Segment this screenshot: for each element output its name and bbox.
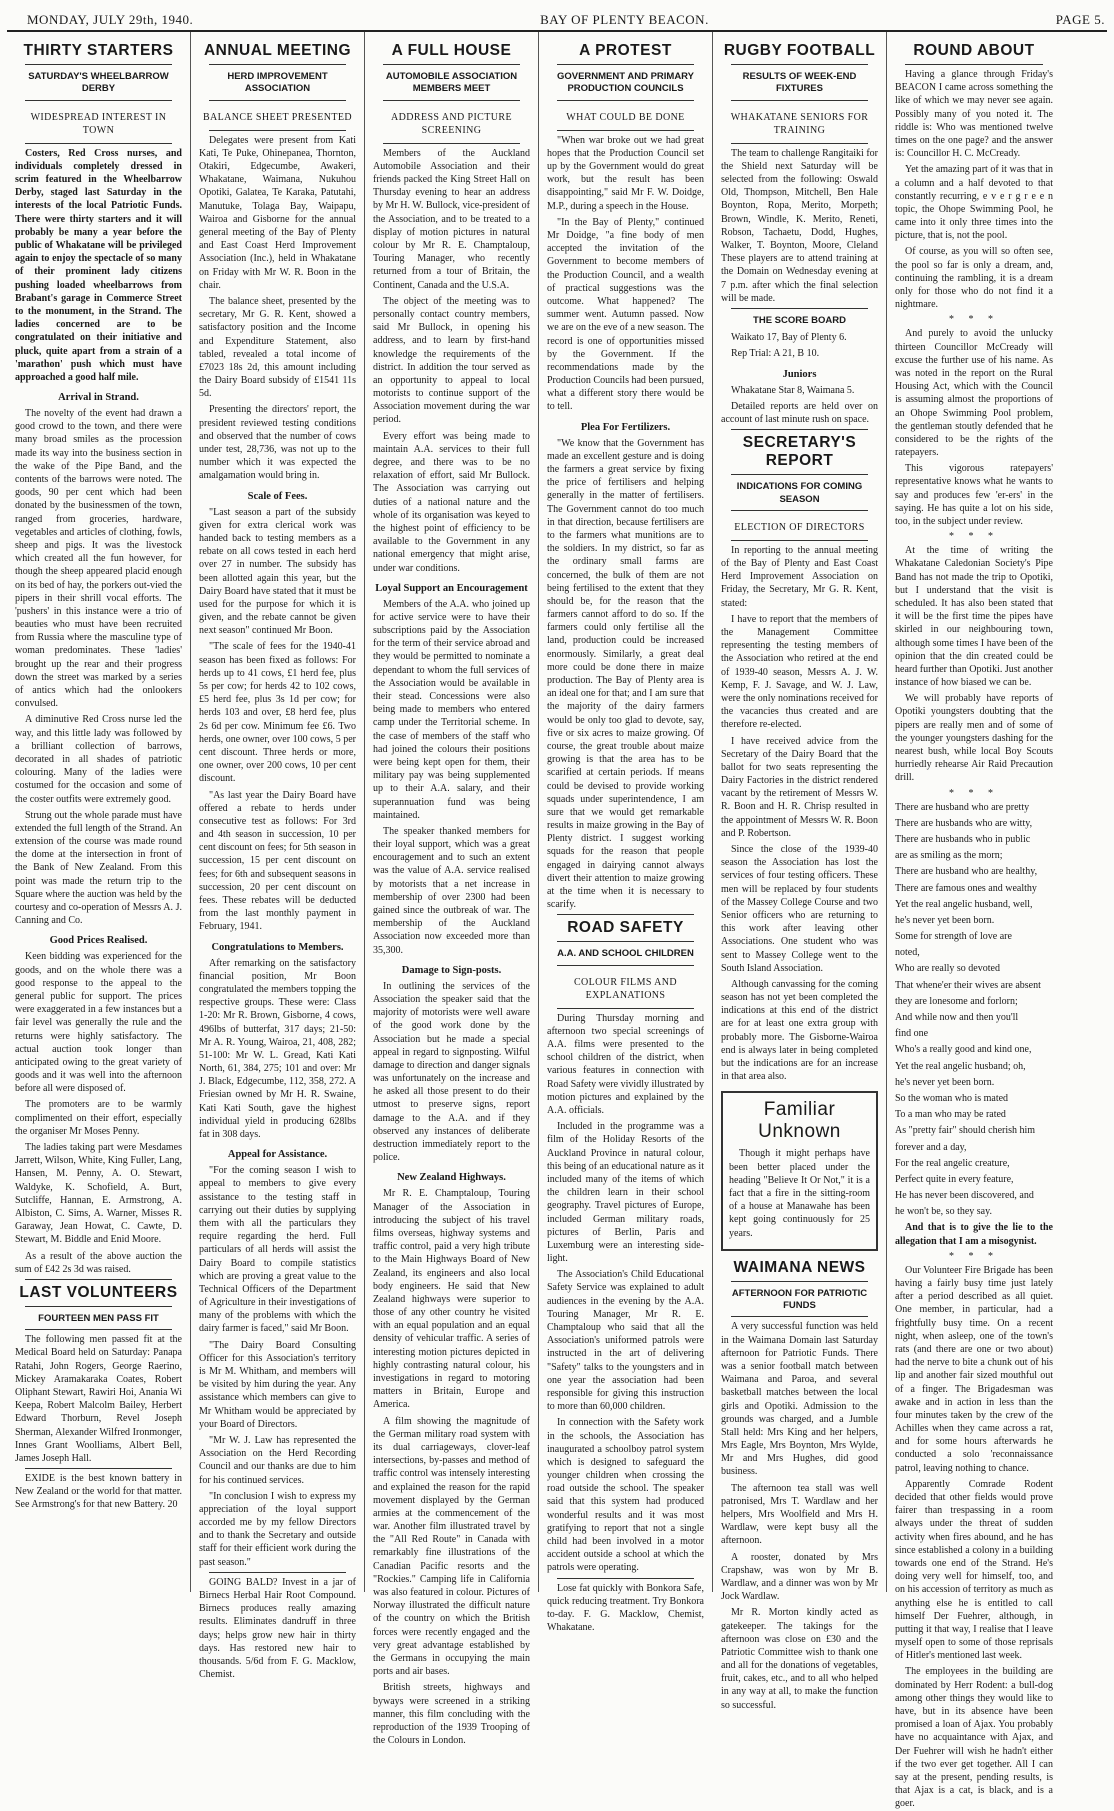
familiar-unknown-box <box>721 1091 878 1250</box>
paragraph: Delegates were present from Kati Kati, Te Puke, Ohinepanea, Thornton, Otakiri, Edgecumbe, Awakeri, Whakatane, Waimana, Nukuhou Opotiki, Galatea, Te Karaka, Patutahi, Manutuke, Tolaga Bay, Waipapu, Wairoa and Gisborne for the annual general meeting of the Bay of Plenty and East Coast Herd Improvement Association (Inc.), held in Whakatane on Friday with Mr W. R. Boon in the chair. <box>199 134 356 291</box>
paragraph: Every effort was being made to maintain A.A. services to their full degree, and there was to be no relaxation of effort, said Mr Bullock. The Association was carrying out duties of a national nature and the whole of its organisation was keyed to the highest point of efficiency to be available to the Government in any national emergency that might arise, under war conditions. <box>373 430 530 574</box>
issue-date: MONDAY, JULY 29th, 1940. <box>27 12 194 27</box>
subheadline: FOURTEEN MEN PASS FIT <box>38 1312 159 1324</box>
section-heading: THE SCORE BOARD <box>753 314 846 326</box>
paragraph: Mr R. Morton kindly acted as gatekeeper. The takings for the afternoon was close on £30 and the Patriotic Committee wish to thank one and all for the donations of vegetables, fruit, cakes, etc., and to all who helped in any way at all, to make the function so successful. <box>721 1607 878 1711</box>
advertisement: Lose fat quickly with Bonkora Safe, quick reducing treatment. Try Bonkora to-day. F. G. Macklow, Chemist, Whakatane. <box>547 1582 704 1634</box>
section-heading: Good Prices Realised. <box>49 935 148 947</box>
poem-line: he won't be, so they say. <box>895 1206 992 1218</box>
page-number: PAGE 5. <box>1055 12 1105 27</box>
paragraph: A film showing the magnitude of the German military road system with its dual carriageways, clover-leaf intersections, by-passes and method of traffic control was intensely interesting and explained the reason for the rapid movement displayed by the German armies at the commencement of the war. Another film illustrated travel by the "All Red Route" in Canada with remarkably fine illustrations of the Canadian Pacific resorts and the "Rockies." Camping life in California was also featured in colour. Pictures of Norway illustrated the difficult nature of the country on which the British forces were recently engaged and the very great advantage established by the Germans in occupying the main ports and air bases. <box>373 1415 530 1678</box>
paragraph: The balance sheet, presented by the secretary, Mr G. R. Kent, showed a satisfactory position and the Income and Expenditure Statement, also tabled, revealed a total income of £7023 18s 2d, this amount including the Dairy Board subsidy of £1541 11s 5d. <box>199 295 356 400</box>
column-4 <box>539 32 713 1634</box>
headline-road-safety: ROAD SAFETY <box>567 919 684 937</box>
paragraph: The speaker thanked members for their loyal support, which was a great encouragement and to such an extent was the value of A.A. service realised by motorists that a net increase in membership of over 2300 had been gained since the outbreak of war. The membership of the Auckland Association now exceeded more than 35,300. <box>373 825 530 956</box>
paragraph: Of course, as you will so often see, the pool so far is only a dream, and, continuing the rambling, it is a dream only for those who do not find it a nightmare. <box>895 246 1053 311</box>
paragraph: After remarking on the satisfactory financial position, Mr Boon congratulated the members topping the respective groups. These were: Class 1-20: Mr R. Brown, Gisborne, 4 cows, 496lbs of butterfat, 317 days; 21-50: Mr A. R. Young, Wairoa, 21, 408, 282; 51-100: Mr W. L. Gread, Kati Kati North, 61, 384, 275; 101 and over: Mr J. Black, Edgecumbe, 112, 358, 272. A Friesian owned by Mr H. R. Swaine, Kati Kati South, gave the highest individual yield in producing 628lbs fat in 308 days. <box>199 957 356 1140</box>
section-heading: Loyal Support an Encouragement <box>375 582 528 594</box>
paragraph: Strung out the whole parade must have extended the full length of the Strand. An extension of the course was made round the dome at the intersection in front of the Bank of New Zealand. From this point was made the return trip to the Square where the auction was held by the courtesy and co-operation of Messrs A. J. Canning and Co. <box>15 809 182 927</box>
paragraph: The following men passed fit at the Medical Board held on Saturday: Panapa Ratahi, John Rogers, George Raerino, Mickey Aramakaraka Coates, Robert Oliphant Stewart, Rawiri Hoi, Anania Wi Keepa, Robert Malcolm Bailey, Herbert Edward Thorburn, Revel Joseph Sherman, Alexander Wilfred Ironmonger, Innes Grant Woolliams, Albert Bell, James Joseph Hall. <box>15 1334 182 1464</box>
star-separator: * * * <box>949 314 999 326</box>
paragraph: British streets, highways and byways were screened in a striking manner, this film concluding with the reproduction of the 1939 Trooping of the Colours in London. <box>373 1682 530 1747</box>
paragraph: Included in the programme was a film of the Holiday Resorts of the Auckland Province in natural colour, this being of an educational nature as it included many of the items of which the children learn in their school geography. Travel pictures of Europe, included German military roads, pictures of Berlin, Paris and Luxemburg were an interesting side-light. <box>547 1121 704 1265</box>
headline-secretarys-report: SECRETARY'S REPORT <box>742 434 857 470</box>
paragraph: The team to challenge Rangitaiki for the Shield next Saturday will be selected from the following: Oswald Old, Thompson, Mitchell, Ben Hale Boynton, Ropa, Merito, Morpeth; Brown, Windle, K. Merito, Reneti, Robson, Tachaetu, Dodd, Hughes, Walker, T. Boynton, Moore, Cleland These players are to attend training at the Domain on Wednesday evening at 7 p.m. after which the final selection will be made. <box>721 147 878 304</box>
paragraph: This vigorous ratepayers' representative knows what he wants to say and produces few 'er-ers' in the saying. He has quite a lot on his side, too, in the subject under review. <box>895 463 1053 527</box>
subheadline: ADDRESS AND PICTURE SCREENING <box>391 111 512 136</box>
poem-line: There are famous ones and wealthy <box>895 882 1037 894</box>
paragraph: In outlining the services of the Association the speaker said that the majority of motorists were well aware of the good work done by the Association but he made a special appeal in regard to signposting. Wilful damage to direction and danger signals was unfortunately on the increase and he asked all those present to do their utmost to preserve signs, report damage to the A.A. and if they observed any instances of deliberate destruction immediately report to the police. <box>373 980 530 1164</box>
star-separator: * * * <box>949 1250 999 1262</box>
paragraph: I have received advice from the Secretary of the Dairy Board that the ballot for two seats representing the Dairy Factories in the district rendered vacant by the retirement of Messrs W. R. Boon and H. R. Chrisp resulted in the appointment of Messrs W. R. Boon and P. Robertson. <box>721 735 878 839</box>
paragraph: Since the close of the 1939-40 season the Association has lost the services of four testing officers. These men will be replaced by four students of the Massey College Course and two Senior officers who are returning to this work after leaving other Associations. One student who was sent to Massey College went to the South Island Association. <box>721 844 878 974</box>
poem-line: Yet the real angelic husband, well, <box>895 898 1033 910</box>
headline-annual-meeting: ANNUAL MEETING <box>203 42 352 59</box>
poem-line: There are husband who are healthy, <box>895 866 1038 878</box>
paragraph: "Mr W. J. Law has represented the Association on the Herd Recording Council and our thanks are due to him for his continued services. <box>199 1434 356 1486</box>
paragraph: Although canvassing for the coming season has not yet been completed the indications at this end of the district are for at least one extra group with probably more. The Gisborne-Wairoa end is always later in being completed but the indications are for an increase in that area also. <box>721 978 878 1083</box>
box-headline: Familiar Unknown <box>758 1099 841 1143</box>
paragraph: Apparently Comrade Rodent decided that other fields would prove fairer than trespassing in a room always under the threat of sudden activity when fires abound, and he has since established a colony in a building towards one end of the Strand. He's doing very well for himself, too, and on his accession of territory as much as anything else he is entitled to call himself Der Fuehrer, although, in putting it that way, I realise that I leave myself open to some of those reprisals of Hitler's mentioned last week. <box>895 1478 1053 1662</box>
column-5 <box>713 32 887 1711</box>
poem <box>895 801 1053 1219</box>
section-heading: Appeal for Assistance. <box>227 1149 328 1161</box>
paragraph: The novelty of the event had drawn a good crowd to the town, and there were many broad smiles as the procession made its way into the business section in the wake of the Pipe Band, and the contents of the barrows were noted. The goods, 90 per cent which had been donated by the businessmen of the town, ranged from groceries, hardware, vegetables and articles of clothing, fowls, sheep and pigs. It was the livestock which created all the fun however, for though the sheep appeared placid enough on its bed of hay, the porkers out-vied the pipers in their shrill vocal efforts. The 'pushers' in this instance were a trio of beauties who must have been recruited from Russia where the masculine type of woman predominates. These 'ladies' brought up the rear and their progress down the street was marked by a series of antics which had the onlookers convulsed. <box>15 408 182 710</box>
poem-line: There are husband who are pretty <box>895 801 1030 813</box>
paragraph: A very successful function was held in the Waimana Domain last Saturday afternoon for Patriotic Funds. There was a senior football match between Waimana and Paroa, and several basketball matches between the local girls and Opotiki. Admission to the grounds was charged, and a Jumble Stall held: Mrs King and her helpers, Mrs Eagle, Mrs Boynton, Mrs Wylde, Mr and Mrs Hughes, did good business. <box>721 1321 878 1478</box>
newspaper-page <box>7 4 1107 1810</box>
subheadline: A.A. AND SCHOOL CHILDREN <box>557 948 694 960</box>
paragraph: Keen bidding was experienced for the goods, and on the whole there was a good response to the appeal to the general public for support. The prices were exaggerated in a few instances but a fair level was generally the rule and the returns were highly satisfactory. The actual auction took longer than anticipated owing to the great variety of goods and it was well into the afternoon before all were disposed of. <box>15 951 182 1095</box>
headline-waimana-news: WAIMANA NEWS <box>733 1258 866 1276</box>
paragraph: During Thursday morning and afternoon two special screenings of A.A. films were presented to the school children of the district, when various features in connection with Road Safety were vividly illustrated by motion pictures and explained by the A.A. officials. <box>547 1012 704 1117</box>
subheadline: AFTERNOON FOR PATRIOTIC FUNDS <box>731 1287 868 1312</box>
paragraph: We will probably have reports of Opotiki youngsters doubting that the pipers are really men and of some of the younger youngsters dashing for the nearest bush, while local Boy Scouts hurriedly rehearse Air Raid Precaution drill. <box>895 693 1053 784</box>
paragraph: Members of the Auckland Automobile Association and their friends packed the King Street Hall on Thursday evening to hear an address by Mr H. W. Bullock, vice-president of the Association, and to be treated to a display of motion pictures in natural colour by Mr R. E. Champtaloup, Touring Manager, who recently returned from a tour of Britain, the Continent, Canada and the U.S.A. <box>373 147 530 291</box>
paragraph: Having a glance through Friday's BEACON I came across something the like of which we may never see again. Possibly many of you noted it. The riddle is: Who was mentioned twelve times on the one page? and the answer is: Councillor H. C. McCready. <box>895 69 1053 160</box>
star-separator: * * * <box>949 787 999 799</box>
paragraph: Members of the A.A. who joined up for active service were to have their subscriptions paid by the Association for the term of their service abroad and they would be permitted to nominate a dependant to whom the full services of the Association would be available in their stead. Concessions were also being made to members who entered camp under the Territorial scheme. In the case of members of the staff who had joined the colours their positions were being kept open for them, their military pay was being supplemented up to their A.A. salary, and their superannuation fund was being maintained. <box>373 598 530 821</box>
paragraph: "The scale of fees for the 1940-41 season has been fixed as follows: For herds up to 41 cows, £1 herd fee, plus 5s per cow; for herds 42 to 102 cows, £5 herd fee, plus 3s 1d per cow; for herds 103 and over, £8 herd fee, plus 2s 6d per cow. Minimum fee £6. Two herds, one owner, over 100 cows, 5 per cent discount. Three herds or more, one owner, over 200 cows, 10 per cent discount. <box>199 641 356 785</box>
subheadline: BALANCE SHEET PRESENTED <box>202 111 353 123</box>
paragraph: I have to report that the members of the Management Committee representing the testing members of the Association who retired at the end of 1939-40 season, Messrs A. J. W. Kemp, F. J. Savage, and W. J. Law, were the only nominations received for the vacancies thus created and are therefore re-elected. <box>721 613 878 731</box>
paragraph: The ladies taking part were Mesdames Jarrett, Wilson, White, King Fuller, Lang, Hansen, M. Penny, A. O. Stewart, Waldyke, K. Schofield, A. Burt, Sutcliffe, Hannan, E. Armstrong, A. Albiston, C. Sims, A. Warner, Misses R. Garaway, Jean Howat, C. Cawte, D. Stewart, M. Biddle and Enid Moore. <box>15 1142 182 1246</box>
headline-a-protest: A PROTEST <box>579 42 672 59</box>
poem-line: Perfect quite in every feature, <box>895 1173 1014 1185</box>
paragraph: The promoters are to be warmly complimented on their effort, especially the organiser Mr Moses Penny. <box>15 1099 182 1137</box>
score-line: Rep Trial: A 21, B 10. <box>731 348 820 360</box>
paper-name: BAY OF PLENTY BEACON. <box>540 12 709 27</box>
column-1 <box>7 32 191 1592</box>
subheadline: WHAKATANE SENIORS FOR TRAINING <box>730 111 869 136</box>
poem-line: Who are really so devoted <box>895 963 1000 975</box>
section-heading: Juniors <box>782 368 817 380</box>
paragraph: "The Dairy Board Consulting Officer for this Association's territory is Mr M. Whitham, and members will be visited by him during the year. Any assistance which members can give to Mr Whitham would be appreciated by your Board of Directors. <box>199 1339 356 1430</box>
section-heading: Arrival in Strand. <box>58 392 139 404</box>
poem-line: they are lonesome and forlorn; <box>895 995 1018 1007</box>
poem-line: He has never been discovered, and <box>895 1190 1034 1202</box>
paragraph: A diminutive Red Cross nurse led the way, and this little lady was followed by a brilliant collection of barrows, decorated in all shades of patriotic colouring. Many of the ladies were costumed for the occasion and some of the coster outfits were extremely good. <box>15 714 182 805</box>
paragraph: As a result of the above auction the sum of £42 2s 3d was raised. <box>15 1250 182 1275</box>
section-heading: Plea For Fertilizers. <box>580 421 671 433</box>
paragraph: Mr R. E. Champtaloup, Touring Manager of the Association in introducing the subject of his travel films overseas, highway systems and traffic control, paid a very high tribute to the Main Highways Board of New Zealand, its engineers and also local body engineers. He said that New Zealand highways were superior to those of any other country he visited with an equal population and an equal density of vehicular traffic. A series of interesting motion pictures depicted in highly contrasting natural colour, his investigations in regard to motoring matters in Britain, Europe and America. <box>373 1188 530 1411</box>
paragraph: Yet the amazing part of it was that in a column and a half devoted to that constantly recurring, e v e r g r e e n topic, the Ohope Swimming Pool, he came into it only three times into the picture, that is, not the pool. <box>895 164 1053 242</box>
poem-line: For the real angelic creature, <box>895 1157 1010 1169</box>
subheadline: RESULTS OF WEEK-END FIXTURES <box>742 71 857 95</box>
paragraph: "When war broke out we had great hopes that the Production Council set up by the Government would do great work, but the result has been disappointing," said Mr F. W. Doidge, M.P., during a speech in the House. <box>547 134 704 212</box>
column-6 <box>887 32 1061 1810</box>
column-3 <box>365 32 539 1747</box>
poem-line: he's never yet been born. <box>895 1076 995 1088</box>
column-2 <box>191 32 365 1681</box>
paragraph: "We know that the Government has made an excellent gesture and is doing the farmers a great service by fixing the price of fertilisers and helping generally in the matter of fertilisers. The Government cannot do too much in that direction, because fertilisers are to the farmers what munitions are to the soldiers. In my district, so far as the ordinary small farms are concerned, the bulk of them are not being fertilised to the extent that they should be, for the reason that the farmers cannot afford to do so. If the farmers could only fertilise all the land, production could be increased enormously. Similarly, a great deal more could be done there in maize production. The Bay of Plenty area is an ideal one for that; and I am sure that the majority of the dairy farmers would be only too glad to devote, say, five or six acres to maize growing. Of course, the great trouble about maize growing is that the area has to be scarified at certain periods. If means could be devised to provide working squads under superintendence, I am sure that we would get remarkable results in maize growing in the Bay of Plenty district. I suggest working squads for the reason that people engaged in dairying cannot always divert their attention to maize growing at the time when it is necessary to scarify. <box>547 437 704 911</box>
paragraph: The object of the meeting was to personally contact country members, said Mr Bullock, in opening his address, and to learn by first-hand knowledge the requirements of the district. In addition the tour served as an opportunity to appeal to local motorists to continue support of the Association movement during the war period. <box>373 295 530 426</box>
poem-line: forever and a day, <box>895 1141 967 1153</box>
poem-line: To a man who may be rated <box>895 1109 1006 1121</box>
subheadline: ELECTION OF DIRECTORS <box>734 521 865 533</box>
subheadline: WIDESPREAD INTEREST IN TOWN <box>30 111 167 136</box>
headline-last-volunteers: LAST VOLUNTEERS <box>19 1283 178 1301</box>
subheadline: GOVERNMENT AND PRIMARY PRODUCTION COUNCILS <box>556 71 695 95</box>
advertisement: EXIDE is the best known battery in New Zealand or the world for that matter. See Armstrong's for that new Battery. 20 <box>15 1473 182 1511</box>
poem-line: So the woman who is mated <box>895 1092 1009 1104</box>
paragraph: In reporting to the annual meeting of the Bay of Plenty and East Coast Herd Improvement Association on Friday, the Secretary, Mr G. R. Kent, stated: <box>721 544 878 609</box>
paragraph: "Last season a part of the subsidy given for extra clerical work was handed back to testing members as a rebate on all cows tested in each herd over 27 in number. The subsidy has been allotted again this year, but the Dairy Board have stated that it must be used for the purpose for which it is given, and the rebate cannot be given next season" continued Mr Boon. <box>199 506 356 637</box>
advertisement: GOING BALD? Invest in a jar of Birnecs Herbal Hair Root Compound. Birnecs produces really amazing results. Eliminates dandruff in three days; helps grow new hair in thirty days. Has restored new hair to thousands. 5/6d from F. G. Macklow, Chemist. <box>199 1576 356 1681</box>
section-heading: Scale of Fees. <box>247 490 308 502</box>
headline-a-full-house: A FULL HOUSE <box>391 42 512 59</box>
paragraph: A rooster, donated by Mrs Crapshaw, was won by Mr B. Wardlaw, and a dinner was won by Mr Jock Wardlaw. <box>721 1551 878 1603</box>
poem-line: are as smiling as the morn; <box>895 850 1003 862</box>
lead-paragraph: Costers, Red Cross nurses, and individuals completely dressed in scrim featured in the Wheelbarrow Derby, staged last Saturday in the interests of the local Patriotic Funds. There were thirty starters and it will probably be many a year before the public of Whakatane will be privileged again to enjoy the spectacle of so many of their prominent lady citizens pushing loaded wheelbarrows from Brabant's garage in Commerce Street to the monument, in the Strand. The ladies concerned are to be congratulated on their initiative and pluck, quite apart from a strain of a 'marathon' push which must have approached a good half mile. <box>15 147 182 383</box>
poem-line: Who's a really good and kind one, <box>895 1044 1032 1056</box>
poem-line: Yet the real angelic husband; oh, <box>895 1060 1026 1072</box>
paragraph: Presenting the directors' report, the president reviewed testing conditions and observed that the number of cows under test, 28,736, was not up to the number which it was expected the amalgamation would bring in. <box>199 404 356 482</box>
poem-line: noted, <box>895 947 920 959</box>
poem-line: And while now and then you'll <box>895 1012 1019 1023</box>
section-heading: Congratulations to Members. <box>211 941 344 953</box>
section-heading: Damage to Sign-posts. <box>401 964 502 976</box>
section-heading: New Zealand Highways. <box>397 1172 506 1184</box>
headline-round-about: ROUND ABOUT <box>913 42 1035 59</box>
poem-line: There are husbands who are witty, <box>895 817 1033 829</box>
poem-line: As "pretty fair" should cherish him <box>895 1125 1036 1137</box>
paragraph: Though it might perhaps have been better placed under the heading "Believe It Or Not," it is a fact that a fire in the sitting-room of a house at Manawahe has been kept going continuously for 25 years. <box>729 1148 870 1239</box>
star-separator: * * * <box>949 531 999 543</box>
paragraph: "In conclusion I wish to express my appreciation of the loyal support accorded me by my fellow Directors and to thank the Secretary and outside staff for their efficient work during the past season." <box>199 1490 356 1568</box>
paragraph: And that is to give the lie to the allegation that I am a misogynist. <box>895 1222 1053 1247</box>
subheadline: AUTOMOBILE ASSOCIATION MEMBERS MEET <box>385 71 518 95</box>
score-line: Whakatane Star 8, Waimana 5. <box>731 384 855 396</box>
headline-thirty-starters: THIRTY STARTERS <box>23 42 174 59</box>
paragraph: The employees in the building are dominated by Herr Rodent: a bull-dog among other things they would like to have, but in its absence have been promised a loan of Ajax. You probably have no acquaintance with Ajax, and Der Fuehrer will wish he hadn't either if the two ever get together. All I can say at the present, pending results, is that Ajax is a cat, is black, and is a goer. <box>895 1666 1053 1810</box>
subheadline: INDICATIONS FOR COMING SEASON <box>736 481 863 505</box>
paragraph: The afternoon tea stall was well patronised, Mrs T. Wardlaw and her helpers, Mrs Woolfield and Mrs H. Wardlaw, were kept busy all the afternoon. <box>721 1482 878 1547</box>
paragraph: "As last year the Dairy Board have offered a rebate to herds under consecutive test as follows: For 3rd and 4th season in succession, 10 per cent discount on fees; for 5th season in succession, 15 per cent discount on fees; for 6th and subsequent seasons in succession, 20 per cent discount on fees. These rebates will be deducted from the last monthly payment in February, 1941. <box>199 789 356 933</box>
poem-line: find one <box>895 1028 929 1040</box>
subheadline: HERD IMPROVEMENT ASSOCIATION <box>227 71 328 95</box>
paragraph: "In the Bay of Plenty," continued Mr Doidge, "a fine body of men accepted the invitation of the Government to become members of the Production Council, and a wealth of practical suggestions was the outcome. What happened? The summer went. Autumn passed. Now we are on the eve of a new season. The record is one of opportunities missed by the Government. If the recommendations made by the Production Councils had been pursued, what a different story there would be to tell. <box>547 216 704 413</box>
subheadline: SATURDAY'S WHEELBARROW DERBY <box>28 71 169 95</box>
paragraph: The Association's Child Educational Safety Service was explained to adult audiences in the evening by the A.A. Touring Manager, Mr R. E. Champtaloup who said that all the Association's uniformed patrols were instructed in the art of delivering "Safety" talks to the youngsters and in one year the association had been responsible for giving this instruction to more than 60,000 children. <box>547 1269 704 1413</box>
headline-rugby-football: RUGBY FOOTBALL <box>723 42 876 59</box>
poem-line: That whene'er their wives are absent <box>895 979 1041 991</box>
poem-line: Some for strength of love are <box>895 931 1012 943</box>
subheadline: COLOUR FILMS AND EXPLANATIONS <box>573 976 678 1001</box>
poem-line: he's never yet been born. <box>895 914 995 926</box>
score-line: Waikato 17, Bay of Plenty 6. <box>731 332 847 344</box>
paragraph: "For the coming season I wish to appeal to members to give every assistance to the testing staff in carrying out their duties by supplying them with all the particulars they require regarding the herd. Full particulars of all herds will assist the Dairy Board to compile statistics which are proving a great value to the Technical Officers of the Department of Agriculture in their investigations of many of the problems with which the dairy farmer is faced," said Mr Boon. <box>199 1165 356 1335</box>
paragraph: And purely to avoid the unlucky thirteen Councillor McCready will excuse the further use of his name. As was noted in the report on the Rural Housing Act, which with the Council is assuming almost the proportions of an Ohope Swimming Pool problem, the gentleman stoutly defended that he considered to be the rights of the ratepayers. <box>895 328 1053 459</box>
paragraph: Our Volunteer Fire Brigade has been having a fairly busy time just lately after a period described as all quiet. One member, in particular, had a frightfully busy time. On a recent night, when asleep, one of the town's rats (and there are one or two about) had the nerve to bite a chunk out of his lip and another fair sized mouthful out of a finger. The Brigadesman was awake and in action in less than the four minutes taken by the crew of the Achilles when they came across a rat, and for some hours afterwards he conducted a solo 'reconnaissance patrol, leaving nothing to chance. <box>895 1264 1053 1474</box>
subheadline: WHAT COULD BE DONE <box>566 111 685 123</box>
paragraph: In connection with the Safety work in the schools, the Association has inaugurated a schoolboy patrol system which is designed to safeguard the younger children when crossing the road outside the school. The speaker said that this system had produced wonderful results and it was most gratifying to report that not a single child had been involved in a motor accident outside a school at which the patrols were operating. <box>547 1417 704 1574</box>
poem-line: There are husbands who in public <box>895 833 1031 845</box>
masthead <box>7 4 1107 32</box>
paragraph: At the time of writing the Whakatane Caledonian Society's Pipe Band has not made the trip to Opotiki, but I understand that the visit is scheduled. It has also been stated that it will be the first time the pipes have skirled in our neighbouring town, although some times I have been of the opinion that the din created could be heard further than Opotiki. Just another instance of how biased we can be. <box>895 545 1053 689</box>
paragraph: Detailed reports are held over on account of last minute rush on space. <box>721 400 878 426</box>
